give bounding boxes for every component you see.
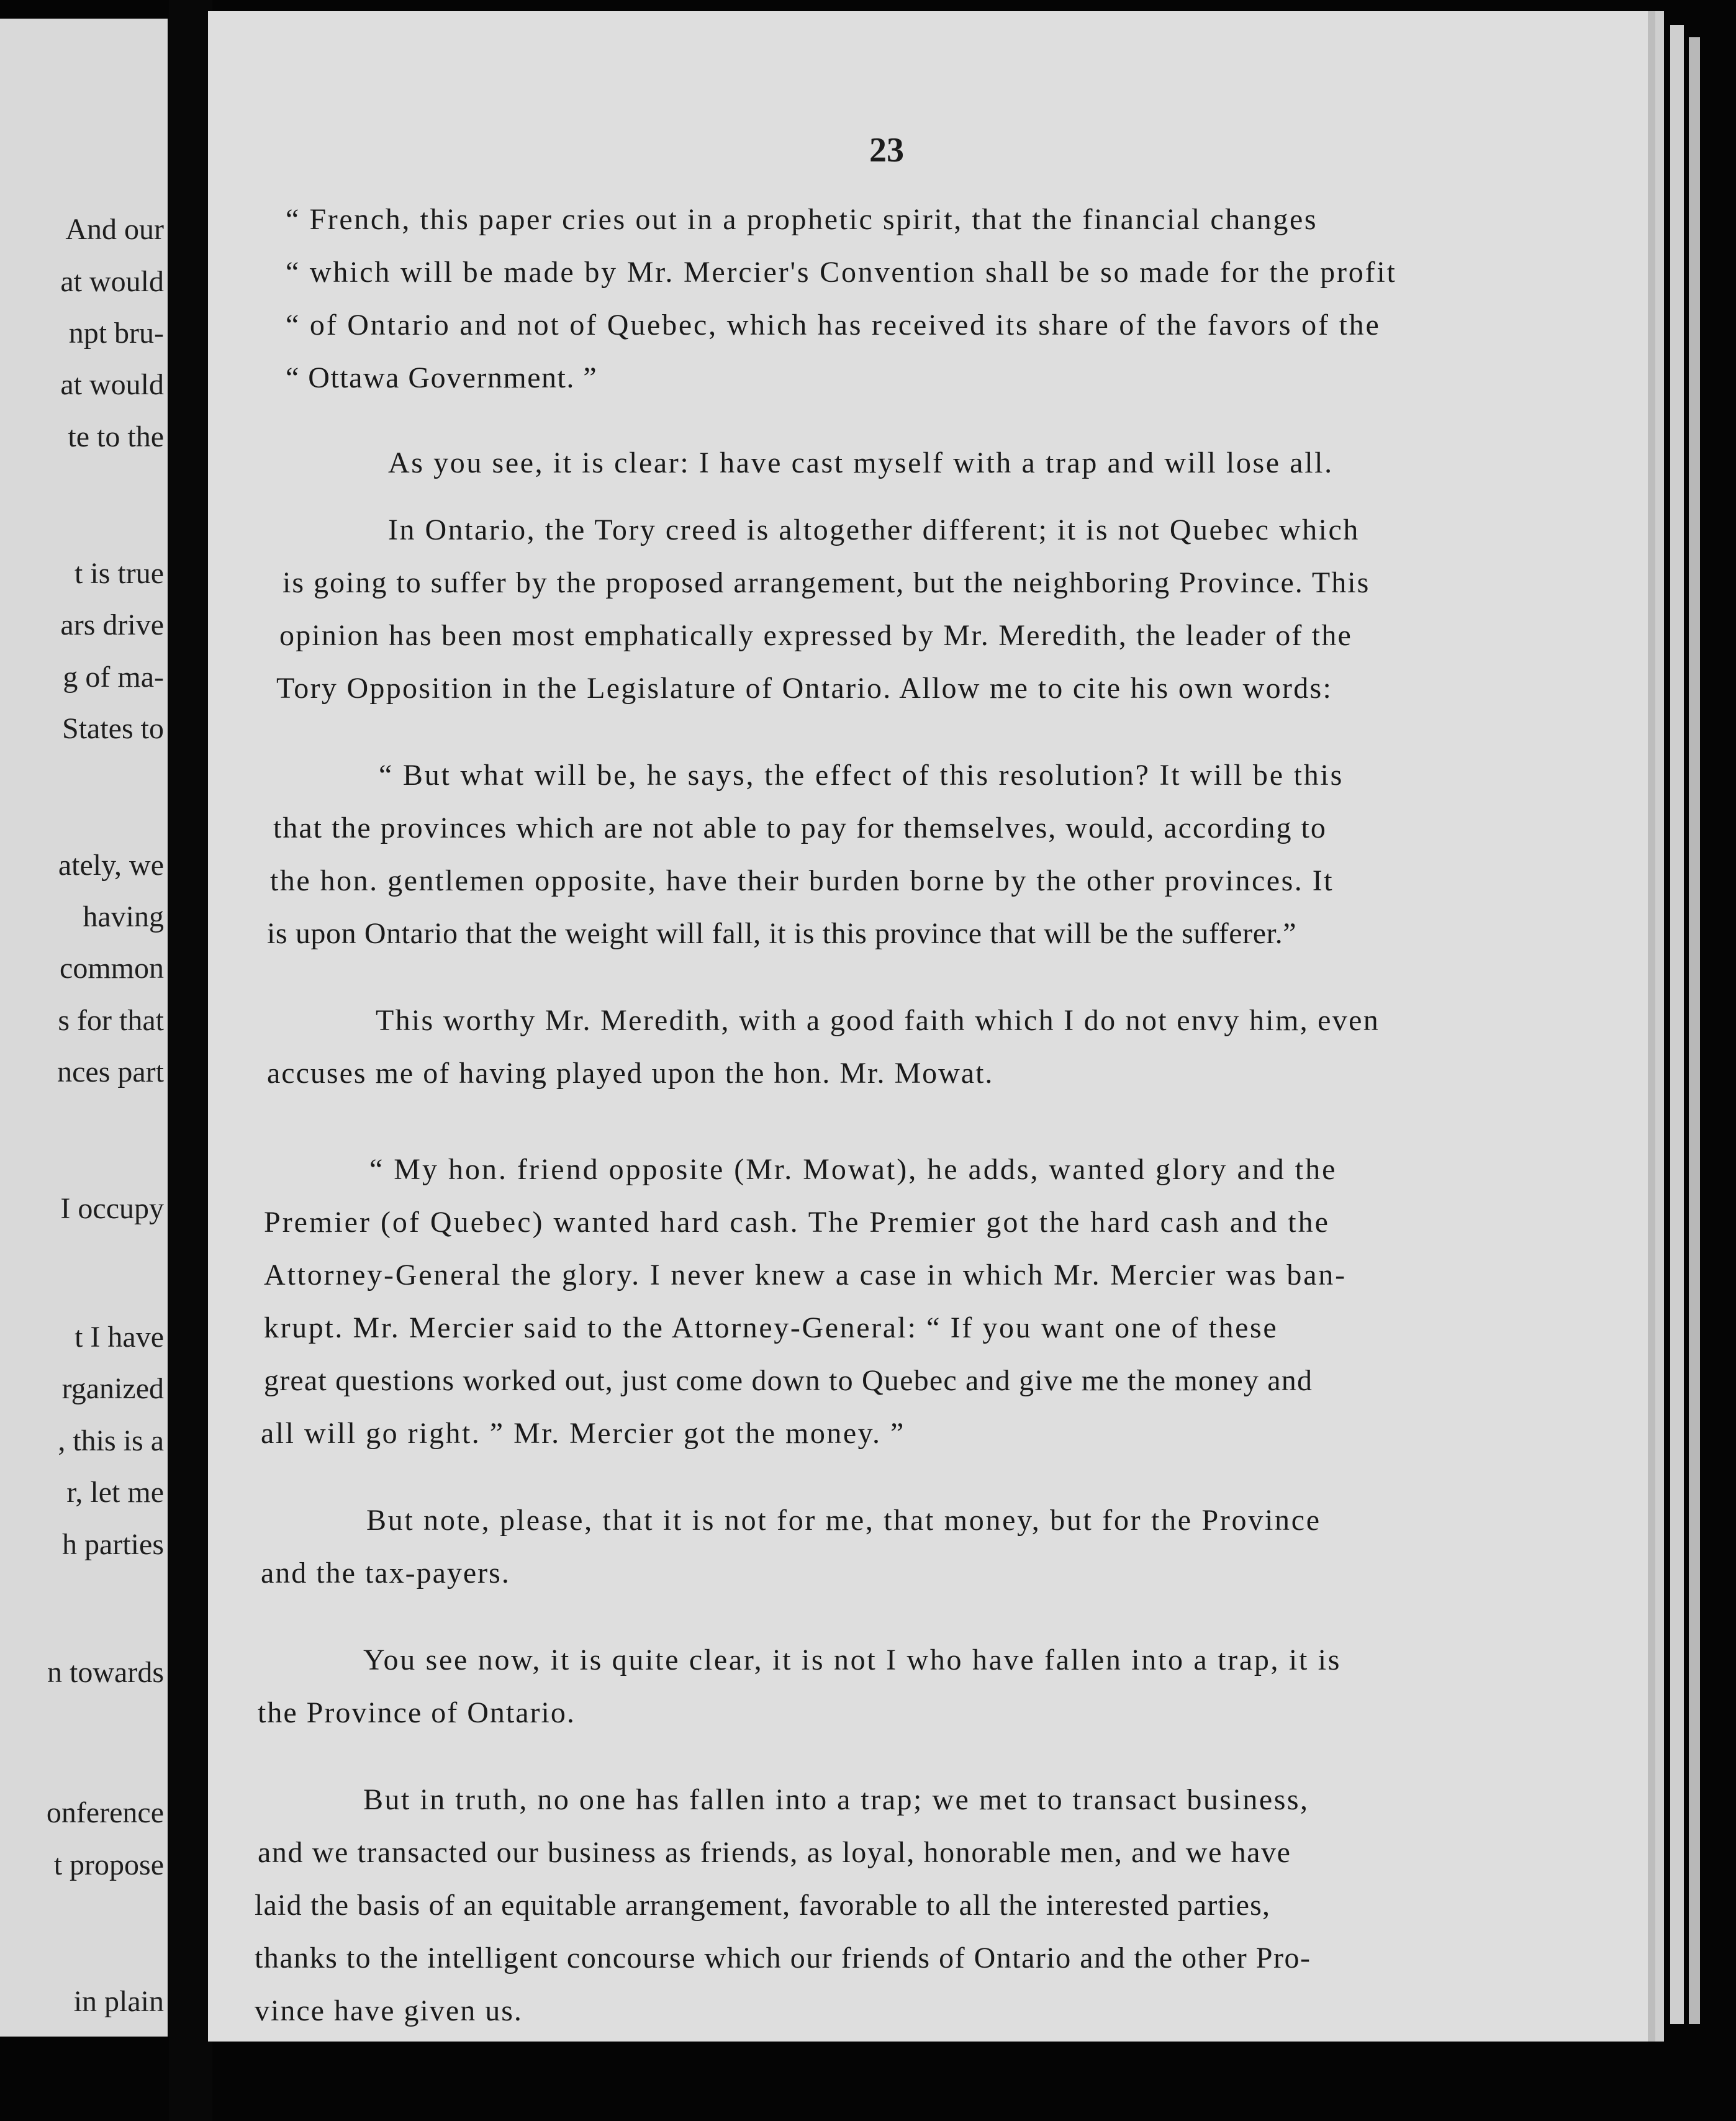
text-line: and the tax-payers. <box>261 1557 510 1590</box>
text-line: You see now, it is quite clear, it is not I who have fallen into a trap, it is <box>363 1644 1342 1676</box>
text-line: that the provinces which are not able to pay for themselves, would, according to <box>273 812 1327 844</box>
text-line: As you see, it is clear: I have cast myself with a trap and will lose all. <box>388 446 1334 479</box>
left-page-line: common <box>60 952 164 985</box>
text-line: Tory Opposition in the Legislature of Ontario. Allow me to cite his own words: <box>276 672 1333 705</box>
left-page-line: g of ma- <box>63 661 164 694</box>
left-page-line: te to the <box>68 420 164 453</box>
text-line: vince have given us. <box>255 1994 523 2027</box>
text-line: laid the basis of an equitable arrangement, favorable to all the interested parties, <box>255 1889 1271 1922</box>
book-spine <box>169 0 212 2121</box>
text-line: Attorney-General the glory. I never knew a case in which Mr. Mercier was ban- <box>264 1259 1347 1291</box>
page-edge <box>1670 25 1684 2024</box>
left-page-line: rganized <box>61 1372 164 1405</box>
left-page-line: at would <box>60 368 164 401</box>
text-line: Premier (of Quebec) wanted hard cash. The Premier got the hard cash and the <box>264 1206 1330 1239</box>
left-page-line: onference <box>46 1796 164 1829</box>
left-page <box>0 19 168 2037</box>
text-line: all will go right. ” Mr. Mercier got the money. ” <box>261 1417 905 1450</box>
left-page-line: t is true <box>75 557 164 590</box>
left-page-line: t propose <box>53 1848 164 1881</box>
left-page-line: I occupy <box>60 1192 164 1225</box>
left-page-line: s for that <box>58 1004 164 1037</box>
page-edge <box>1689 37 1700 2024</box>
text-line: is going to suffer by the proposed arrangement, but the neighboring Province. This <box>283 566 1370 599</box>
text-line: the hon. gentlemen opposite, have their burden borne by the other provinces. It <box>270 864 1334 897</box>
text-line: But in truth, no one has fallen into a trap; we met to transact business, <box>363 1783 1309 1816</box>
text-line: krupt. Mr. Mercier said to the Attorney-General: “ If you want one of these <box>264 1311 1278 1344</box>
left-page-line: ately, we <box>58 849 164 882</box>
text-line: is upon Ontario that the weight will fall, it is this province that will be the sufferer.” <box>267 917 1297 950</box>
left-page-line: And our <box>65 213 164 246</box>
left-page-line: n towards <box>47 1656 164 1689</box>
left-page-line: having <box>83 900 164 933</box>
left-page-line: at would <box>60 265 164 298</box>
text-line: “ of Ontario and not of Quebec, which has received its share of the favors of the <box>286 309 1381 341</box>
left-page-line: nces part <box>57 1056 164 1088</box>
left-page-line: ars drive <box>60 608 164 641</box>
text-line: “ French, this paper cries out in a prophetic spirit, that the financial changes <box>286 203 1318 236</box>
left-page-line: npt bru- <box>68 317 164 350</box>
text-line: great questions worked out, just come down to Quebec and give me the money and <box>264 1364 1313 1397</box>
left-page-line: , this is a <box>58 1424 164 1457</box>
page-number: 23 <box>869 131 904 170</box>
left-page-line: States to <box>62 712 164 745</box>
text-line: and we transacted our business as friends, as loyal, honorable men, and we have <box>258 1836 1291 1869</box>
left-page-line: in plain <box>73 1985 164 2018</box>
text-line: accuses me of having played upon the hon. Mr. Mowat. <box>267 1057 994 1090</box>
text-line: “ My hon. friend opposite (Mr. Mowat), he adds, wanted glory and the <box>369 1153 1337 1186</box>
text-line: opinion has been most emphatically expressed by Mr. Meredith, the leader of the <box>279 619 1353 652</box>
text-line: “ which will be made by Mr. Mercier's Convention shall be so made for the profit <box>286 256 1397 289</box>
left-page-line: t I have <box>75 1321 164 1354</box>
text-line: “ But what will be, he says, the effect of this resolution? It will be this <box>379 759 1344 792</box>
left-page-line: h parties <box>62 1528 164 1561</box>
text-line: This worthy Mr. Meredith, with a good faith which I do not envy him, even <box>376 1004 1380 1037</box>
left-page-line: r, let me <box>66 1476 164 1509</box>
text-line: But note, please, that it is not for me, that money, but for the Province <box>366 1504 1321 1537</box>
text-line: In Ontario, the Tory creed is altogether different; it is not Quebec which <box>388 513 1360 546</box>
text-line: the Province of Ontario. <box>258 1696 576 1729</box>
text-line: “ Ottawa Government. ” <box>286 361 598 394</box>
text-line: thanks to the intelligent concourse which our friends of Ontario and the other Pro- <box>255 1942 1311 1974</box>
